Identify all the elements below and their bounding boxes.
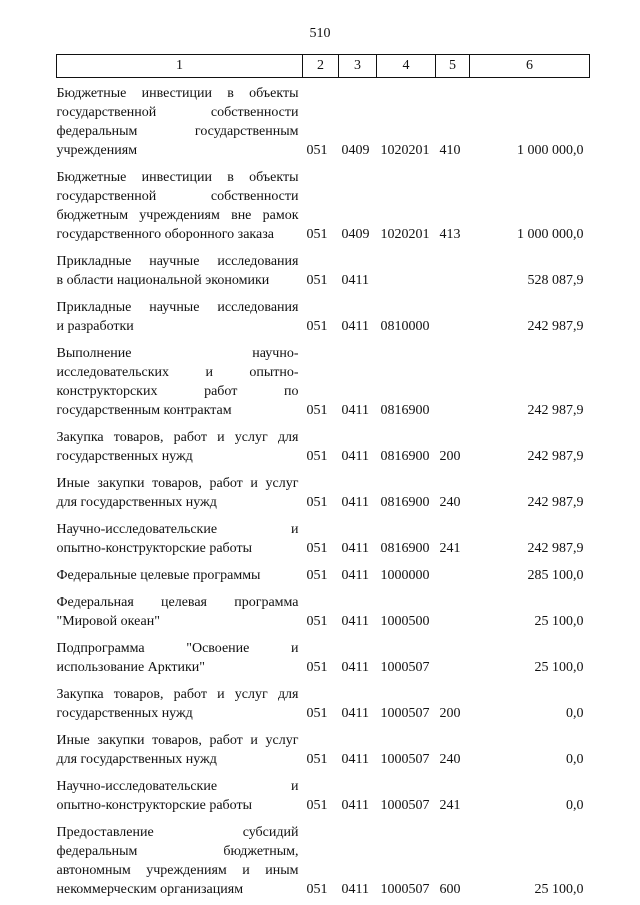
row-ministry-code: 051 [306, 541, 328, 556]
row-amount: 1 000 000,0 [517, 227, 584, 242]
row-amount: 528 087,9 [527, 273, 584, 288]
header-col-6: 6 [470, 55, 590, 78]
table-row [57, 677, 590, 723]
budget-table [56, 54, 590, 899]
header-col-1: 1 [57, 55, 303, 78]
row-amount: 0,0 [566, 752, 584, 767]
row-section-code: 0411 [341, 449, 369, 464]
table-row [57, 160, 590, 244]
description-line: Бюджетные инвестиции в объекты [56, 170, 299, 185]
table-body [57, 78, 590, 900]
table-header [57, 55, 590, 78]
row-type-code: 240 [439, 752, 461, 767]
row-target-code: 1000507 [380, 752, 430, 767]
description-line: учреждениям [56, 143, 138, 158]
row-ministry-code: 051 [306, 568, 328, 583]
row-amount: 242 987,9 [527, 403, 584, 418]
row-section-code: 0411 [341, 273, 369, 288]
row-section-code: 0411 [341, 568, 369, 583]
header-col-5: 5 [436, 55, 470, 78]
header-col-3: 3 [339, 55, 377, 78]
row-amount: 25 100,0 [534, 882, 584, 897]
row-type-code: 200 [439, 449, 461, 464]
row-section-code: 0411 [341, 752, 369, 767]
description-line: Федеральная целевая программа [56, 595, 299, 610]
row-amount: 242 987,9 [527, 449, 584, 464]
row-target-code: 0816900 [380, 403, 430, 418]
row-type-code [436, 558, 470, 585]
row-section-code: 0411 [341, 614, 369, 629]
table-row [57, 558, 590, 585]
row-ministry-code: 051 [306, 449, 328, 464]
description-line: Научно-исследовательские и [56, 779, 299, 794]
row-section-code: 0411 [341, 495, 369, 510]
row-target-code [377, 244, 436, 290]
description-line: Закупка товаров, работ и услуг для [56, 687, 299, 702]
row-type-code [436, 336, 470, 420]
row-target-code: 1000507 [380, 882, 430, 897]
row-target-code: 1000000 [380, 568, 430, 583]
row-description [57, 420, 303, 466]
row-ministry-code: 051 [306, 495, 328, 510]
header-row [57, 55, 590, 78]
row-amount: 242 987,9 [527, 319, 584, 334]
row-description [57, 466, 303, 512]
row-target-code: 1000507 [380, 706, 430, 721]
row-type-code: 600 [439, 882, 461, 897]
row-amount: 242 987,9 [527, 495, 584, 510]
row-description [57, 512, 303, 558]
row-type-code: 200 [439, 706, 461, 721]
description-line: Иные закупки товаров, работ и услуг [56, 733, 299, 748]
row-ministry-code: 051 [306, 227, 328, 242]
row-section-code: 0411 [341, 660, 369, 675]
description-line: Закупка товаров, работ и услуг для [56, 430, 299, 445]
description-line: автономным учреждениям и иным [56, 863, 299, 878]
row-amount: 25 100,0 [534, 614, 584, 629]
description-line: Прикладные научные исследования [56, 300, 299, 315]
description-line: государственных нужд [56, 449, 193, 464]
table-row [57, 466, 590, 512]
description-line: Подпрограмма "Освоение и [56, 641, 299, 656]
row-type-code: 413 [439, 227, 461, 242]
row-ministry-code: 051 [306, 319, 328, 334]
row-ministry-code: 051 [306, 706, 328, 721]
row-description [57, 677, 303, 723]
row-ministry-code: 051 [306, 143, 328, 158]
row-ministry-code: 051 [306, 798, 328, 813]
description-line: государственным контрактам [56, 403, 232, 418]
row-ministry-code: 051 [306, 752, 328, 767]
row-description [57, 336, 303, 420]
table-row [57, 244, 590, 290]
row-amount: 242 987,9 [527, 541, 584, 556]
row-ministry-code: 051 [306, 403, 328, 418]
row-description [57, 78, 303, 161]
description-line: использование Арктики" [56, 660, 206, 675]
description-line: Научно-исследовательские и [56, 522, 299, 537]
row-type-code: 410 [439, 143, 461, 158]
row-ministry-code: 051 [306, 660, 328, 675]
description-line: Федеральные целевые программы [56, 568, 261, 583]
row-target-code: 1000507 [380, 798, 430, 813]
table-row [57, 512, 590, 558]
table-row [57, 815, 590, 899]
row-type-code: 240 [439, 495, 461, 510]
row-target-code: 0810000 [380, 319, 430, 334]
row-target-code: 1000507 [380, 660, 430, 675]
description-line: для государственных нужд [56, 752, 217, 767]
row-ministry-code: 051 [306, 882, 328, 897]
row-description [57, 769, 303, 815]
description-line: бюджетным учреждениям вне рамок [56, 208, 299, 223]
row-section-code: 0411 [341, 541, 369, 556]
row-description [57, 160, 303, 244]
description-line: конструкторских работ по [56, 384, 299, 399]
description-line: федеральным бюджетным, [56, 844, 299, 859]
description-line: государственных нужд [56, 706, 193, 721]
row-description [57, 631, 303, 677]
header-col-2: 2 [303, 55, 339, 78]
table-row [57, 585, 590, 631]
row-section-code: 0411 [341, 798, 369, 813]
table-row [57, 723, 590, 769]
description-line: в области национальной экономики [56, 273, 270, 288]
row-type-code [436, 631, 470, 677]
table-row [57, 336, 590, 420]
row-amount: 0,0 [566, 798, 584, 813]
table-row [57, 290, 590, 336]
row-type-code [436, 244, 470, 290]
row-ministry-code: 051 [306, 273, 328, 288]
row-ministry-code: 051 [306, 614, 328, 629]
row-target-code: 0816900 [380, 495, 430, 510]
row-description [57, 558, 303, 585]
row-target-code: 1000500 [380, 614, 430, 629]
header-col-4: 4 [377, 55, 436, 78]
row-type-code: 241 [439, 798, 461, 813]
row-section-code: 0411 [341, 882, 369, 897]
description-line: государственной собственности [56, 189, 299, 204]
table-row [57, 769, 590, 815]
row-target-code: 0816900 [380, 449, 430, 464]
row-section-code: 0411 [341, 403, 369, 418]
row-description [57, 815, 303, 899]
description-line: Выполнение научно- [56, 346, 299, 361]
page-number: 510 [309, 26, 331, 41]
row-description [57, 290, 303, 336]
row-section-code: 0411 [341, 706, 369, 721]
description-line: государственной собственности [56, 105, 299, 120]
row-type-code: 241 [439, 541, 461, 556]
description-line: некоммерческим организациям [56, 882, 244, 897]
row-amount: 1 000 000,0 [517, 143, 584, 158]
row-type-code [436, 290, 470, 336]
row-description [57, 585, 303, 631]
description-line: опытно-конструкторские работы [56, 541, 253, 556]
description-line: Бюджетные инвестиции в объекты [56, 86, 299, 101]
description-line: для государственных нужд [56, 495, 217, 510]
table-row [57, 420, 590, 466]
row-amount: 0,0 [566, 706, 584, 721]
row-type-code [436, 585, 470, 631]
description-line: опытно-конструкторские работы [56, 798, 253, 813]
row-description [57, 723, 303, 769]
description-line: федеральным государственным [56, 124, 299, 139]
row-amount: 285 100,0 [527, 568, 584, 583]
row-section-code: 0409 [341, 227, 370, 242]
row-description [57, 244, 303, 290]
row-target-code: 1020201 [380, 143, 430, 158]
row-amount: 25 100,0 [534, 660, 584, 675]
description-line: государственного оборонного заказа [56, 227, 274, 242]
table-row [57, 78, 590, 161]
description-line: и разработки [56, 319, 134, 334]
description-line: "Мировой океан" [56, 614, 160, 629]
row-section-code: 0409 [341, 143, 370, 158]
description-line: Предоставление субсидий [56, 825, 299, 840]
table-row [57, 631, 590, 677]
row-target-code: 1020201 [380, 227, 430, 242]
description-line: исследовательских и опытно- [56, 365, 299, 380]
row-target-code: 0816900 [380, 541, 430, 556]
description-line: Прикладные научные исследования [56, 254, 299, 269]
description-line: Иные закупки товаров, работ и услуг [56, 476, 299, 491]
row-section-code: 0411 [341, 319, 369, 334]
